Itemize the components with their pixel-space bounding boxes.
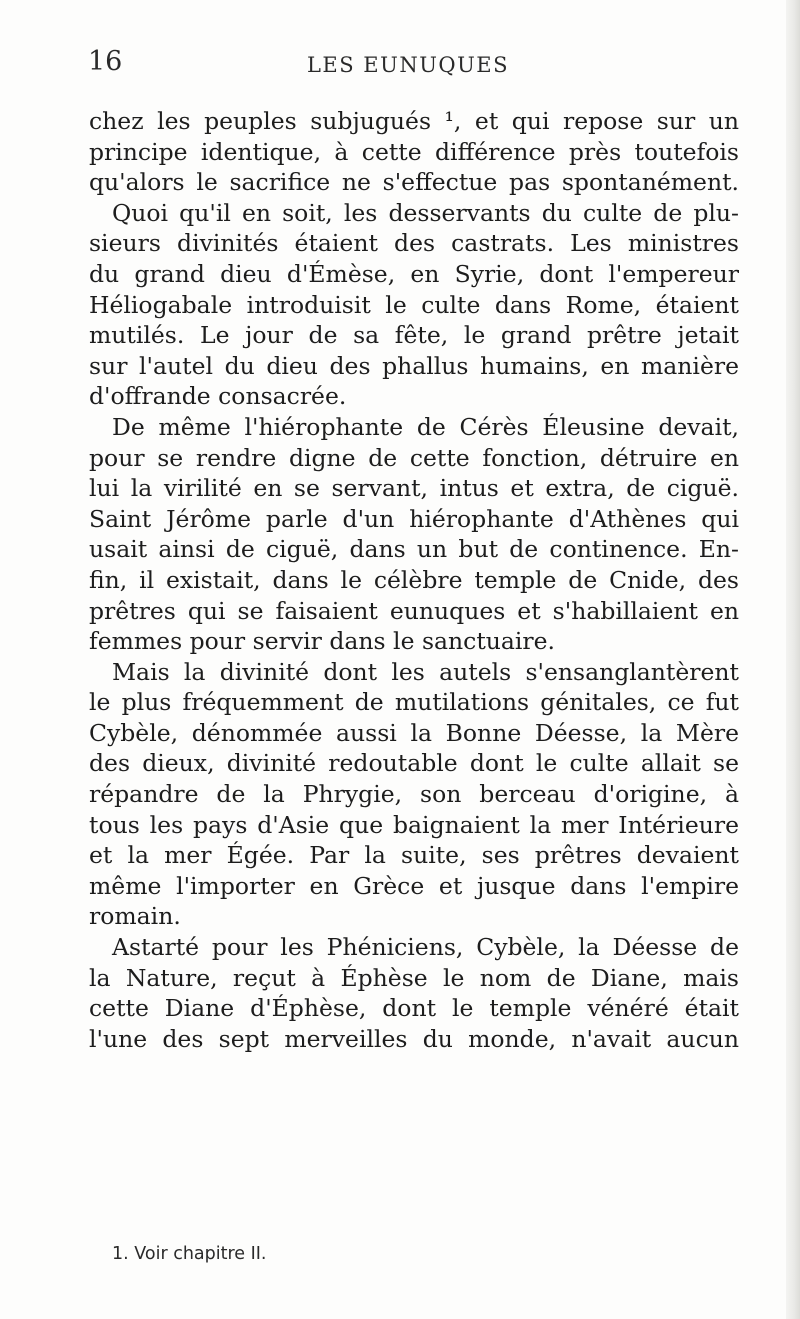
- text-line: fin, il existait, dans le célèbre temple de Cnide, des: [89, 565, 739, 594]
- text-line: femmes pour servir dans le sanctuaire.: [89, 627, 556, 656]
- text-line: chez les peuples subjugués ¹, et qui repose sur un: [89, 107, 739, 135]
- text-line: usait ainsi de ciguë, dans un but de continence. En-: [89, 535, 739, 564]
- text-line: tous les pays d'Asie que baignaient la mer Intérieure: [89, 810, 739, 839]
- text-line: Cybèle, dénommée aussi la Bonne Déesse, la Mère: [89, 718, 739, 747]
- page-header: [88, 44, 728, 80]
- text-line: Quoi qu'il en soit, les desservants du culte de plu-: [112, 198, 739, 227]
- text-line: Saint Jérôme parle d'un hiérophante d'Athènes qui: [89, 504, 739, 533]
- text-line: le plus fréquemment de mutilations génitales, ce fut: [89, 688, 739, 717]
- text-line: Mais la divinité dont les autels s'ensanglantèrent: [112, 657, 739, 686]
- text-line: prêtres qui se faisaient eunuques et s'habillaient en: [89, 596, 739, 625]
- running-title: LES EUNUQUES: [306, 53, 510, 77]
- page-edge: [786, 0, 800, 1319]
- text-line: romain.: [89, 902, 181, 931]
- text-line: du grand dieu d'Émèse, en Syrie, dont l'empereur: [89, 259, 739, 288]
- text-line: et la mer Égée. Par la suite, ses prêtres devaient: [89, 841, 739, 870]
- text-line: lui la virilité en se servant, intus et extra, de ciguë.: [89, 474, 739, 503]
- text-line: qu'alors le sacrifice ne s'effectue pas spontanément.: [89, 168, 739, 197]
- text-line: des dieux, divinité redoutable dont le culte allait se: [89, 749, 739, 778]
- text-line: sieurs divinités étaient des castrats. Les ministres: [89, 229, 739, 258]
- text-line: De même l'hiérophante de Cérès Éleusine devait,: [112, 412, 739, 441]
- text-line: sur l'autel du dieu des phallus humains, en manière: [89, 351, 739, 380]
- footnote: 1. Voir chapitre II.: [112, 1244, 267, 1264]
- body-text: [89, 106, 739, 1054]
- page-number: 16: [88, 46, 123, 77]
- text-line: mutilés. Le jour de sa fête, le grand prêtre jetait: [89, 321, 739, 350]
- text-line: Héliogabale introduisit le culte dans Rome, étaient: [89, 290, 739, 319]
- text-line: la Nature, reçut à Éphèse le nom de Diane, mais: [89, 963, 739, 992]
- text-line: Astarté pour les Phéniciens, Cybèle, la Déesse de: [112, 933, 739, 962]
- text-line: même l'importer en Grèce et jusque dans l'empire: [89, 871, 739, 900]
- text-line: répandre de la Phrygie, son berceau d'origine, à: [89, 780, 739, 809]
- text-line: d'offrande consacrée.: [89, 382, 347, 411]
- text-line: pour se rendre digne de cette fonction, détruire en: [89, 443, 739, 472]
- text-line: cette Diane d'Éphèse, dont le temple vénéré était: [89, 994, 739, 1023]
- text-line: principe identique, à cette différence près toutefois: [89, 137, 739, 166]
- text-line: l'une des sept merveilles du monde, n'avait aucun: [89, 1024, 739, 1053]
